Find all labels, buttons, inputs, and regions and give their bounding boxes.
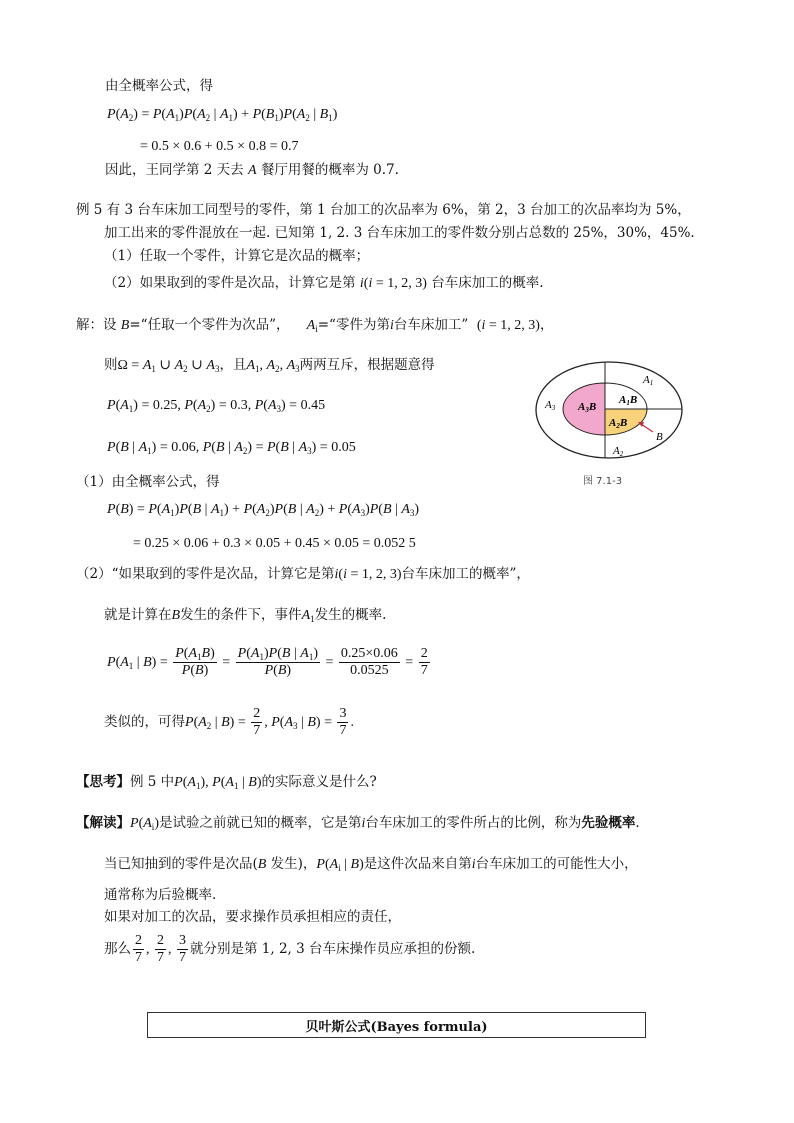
formula-total-prob-a2: $P(A_2) = P(A_1)P(A_2$ | $A_1) + P(B_1)P(A_2$ | $B_1$): [107, 107, 338, 123]
text-line: 由全概率公式，得: [105, 78, 213, 94]
responsibility-shares: 那么 $\frac{2}{7}$ , $\frac{2}{7}$ , $\frac{3}{7}$ 就分别是第 1, 2, 3 台车床操作员应承担的份额.: [104, 933, 476, 966]
label-a2b: A2B: [609, 417, 628, 430]
bayes-formula-title-box: [147, 1012, 646, 1038]
example-5-question-1: （1）任取一个零件，计算它是次品的概率；: [104, 248, 370, 264]
example-5-line-1: 例 5 有 3 台车床加工同型号的零件，第 1 台加工的次品率为 6%，第 2，3 台加工的次品率均为 5%，: [76, 202, 691, 218]
part-2-heading: （2）“如果取到的零件是次品，计算它是第i(i = 1, 2, 3)台车床加工的概率”，: [76, 566, 530, 582]
formula-conditionals: P(B | $A_1) = 0.06$, P(B | $A_2) = P(B$ | $A_3) = 0.05$: [107, 440, 356, 456]
label-a1b: A1B: [619, 394, 638, 407]
example-5-line-2: 加工出来的零件混放在一起. 已知第 1, 2. 3 台车床加工的零件数分别占总数的 25%，30%，45%.: [104, 225, 695, 241]
bayes-formula-title: 贝叶斯公式(Bayes formula): [305, 1019, 488, 1035]
label-a2: A2: [613, 445, 624, 458]
part-1-heading: （1）由全概率公式，得: [76, 474, 220, 490]
formula-priors: $P(A_1) = 0.25$, $P(A_2) = 0.3$, $P(A_3) = 0.45$: [107, 398, 326, 414]
formula-total-prob-b-value: = 0.25 × 0.06 + 0.3 × 0.05 + 0.45 × 0.05 = 0.052 5: [133, 536, 416, 551]
solution-definitions: 解：设 B=“任取一个零件为次品”， $A_i=“$零件为第i台车床加工” (i = 1, 2, 3)，: [76, 317, 554, 334]
label-a3: A3: [545, 399, 556, 412]
formula-total-prob-value: = 0.5 × 0.6 + 0.5 × 0.8 = 0.7: [140, 139, 299, 154]
text-line: 因此，王同学第 2 天去 A 餐厅用餐的概率为 0.7.: [105, 162, 399, 178]
posterior-explanation: 当已知抽到的零件是次品(B 发生)，$P(A_i$ | B)是这件次品来自第i台车床加工的可能性大小，: [104, 856, 638, 873]
formula-total-prob-b: $P(B) = P(A_1)P(B$ | $A_1) + P(A_2)P(B$ | $A_2) + P(A_3)P(B$ | $A_3$): [107, 502, 420, 518]
posterior-term: 通常称为后验概率.: [104, 887, 217, 903]
formula-bayes-a1: $P(A_1$ | B) = $\frac{P(A_1B)}{P(B)}$ = $\frac{P(A_1)P(B | A_1)}{P(B)}$ = $\frac{0.25\times 0.06}{0.0525}$ = $\frac{2}{7}$: [107, 646, 428, 679]
figure-caption: 图 7.1-3: [583, 476, 623, 487]
label-a3b: A3B: [578, 401, 597, 414]
responsibility-line: 如果对加工的次品，要求操作员承担相应的责任，: [104, 909, 401, 925]
label-a1: A1: [643, 374, 654, 387]
label-b: B: [656, 431, 663, 443]
part-2-explanation: 就是计算在B发生的条件下，事件$A_1$发生的概率.: [104, 607, 387, 624]
interpretation-section: 【解读】$P(A_i)$是试验之前就已知的概率，它是第i台车床加工的零件所占的比例，称为先验概率.: [76, 815, 640, 832]
solution-partition: 则$\Omega = A_1$ ∪ $A_2$ ∪ $A_3$，且$A_1$, $A_2$, $A_3$两两互斥，根据题意得: [104, 357, 435, 374]
venn-diagram: [533, 358, 689, 490]
think-section: 【思考】例 5 中$P(A_1)$, $P(A_1$ | B)的实际意义是什么?: [76, 774, 377, 791]
example-5-question-2: （2）如果取到的零件是次品，计算它是第 i(i = 1, 2, 3) 台车床加工的概率.: [104, 275, 544, 291]
similar-results: 类似的，可得$P(A_2$ | B) = $\frac{2}{7}$ , $P(A_3$ | B) = $\frac{3}{7}$ .: [104, 706, 354, 739]
